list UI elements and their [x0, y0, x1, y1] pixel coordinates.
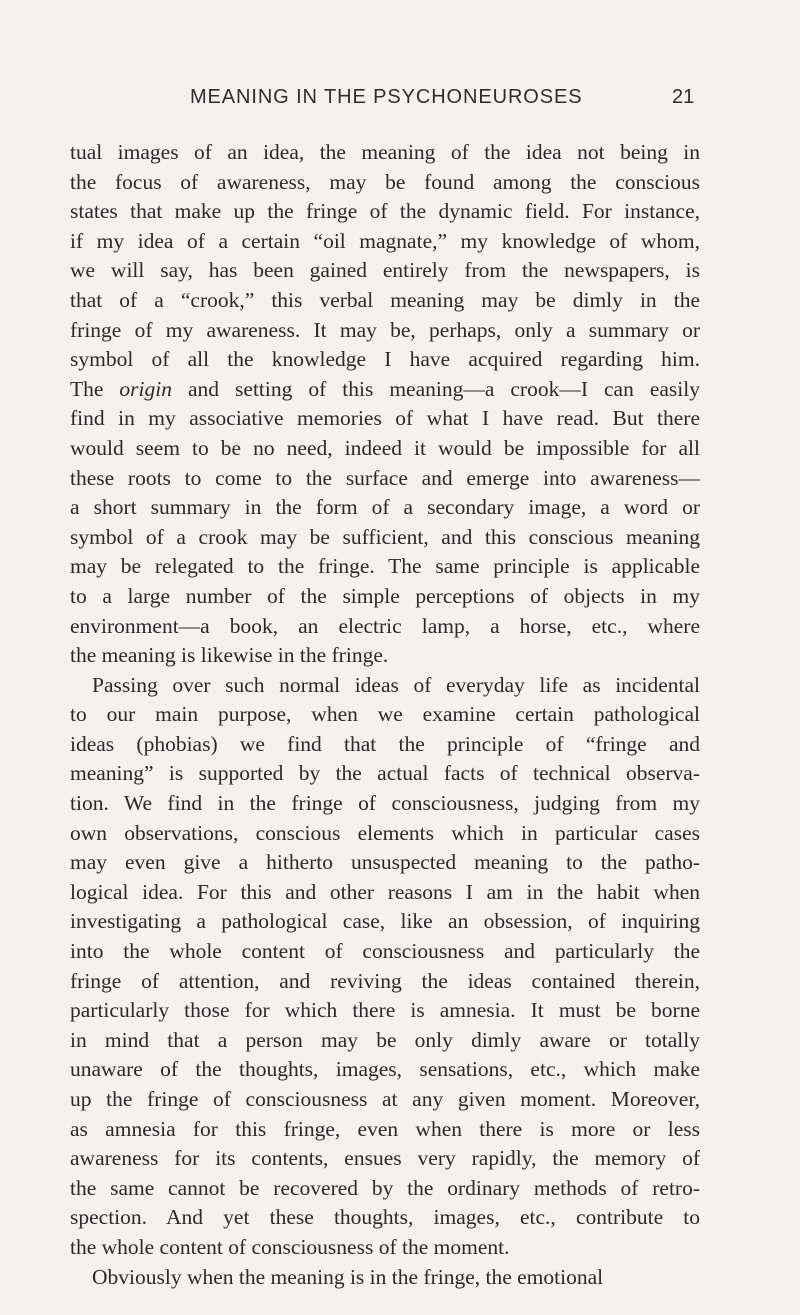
running-head [0, 78, 800, 118]
text-line: a short summary in the form of a secondary image, a word or [70, 495, 700, 520]
text-line: the same cannot be recovered by the ordinary methods of retro- [70, 1175, 700, 1200]
text-line: in mind that a person may be only dimly aware or totally [70, 1027, 700, 1052]
text-line: may be relegated to the fringe. The same principle is applicable [70, 554, 700, 579]
text-line: to our main purpose, when we examine certain pathological [70, 702, 700, 727]
text-line: unaware of the thoughts, images, sensations, etc., which make [70, 1057, 700, 1082]
text-line: Passing over such normal ideas of everyday life as incidental [92, 672, 700, 697]
text-line: the meaning is likewise in the fringe. [70, 643, 389, 668]
text-line: into the whole content of consciousness and particularly the [70, 939, 700, 964]
text-segment: The [70, 376, 120, 401]
text-line: particularly those for which there is amnesia. It must be borne [70, 998, 700, 1023]
page-number: 21 [672, 86, 695, 108]
text-line: the whole content of consciousness of the moment. [70, 1234, 510, 1259]
text-line: Obviously when the meaning is in the fringe, the emotional [92, 1264, 604, 1289]
text-line: symbol of a crook may be sufficient, and this conscious meaning [70, 524, 700, 549]
text-line: ideas (phobias) we find that the principle of “fringe and [70, 731, 700, 756]
text-line: tual images of an idea, the meaning of the idea not being in [70, 140, 700, 164]
text-line: find in my associative memories of what I have read. But there [70, 406, 700, 431]
text-line: tion. We find in the fringe of consciousness, judging from my [70, 791, 700, 816]
text-segment: and setting of this meaning—a crook—I can easily [172, 376, 700, 401]
text-line: may even give a hitherto unsuspected meaning to the patho- [70, 850, 700, 875]
text-line [70, 375, 700, 405]
text-line: meaning” is supported by the actual facts of technical observa- [70, 761, 700, 786]
text-line: investigating a pathological case, like an obsession, of inquiring [70, 909, 700, 934]
text-line: states that make up the fringe of the dynamic field. For instance, [70, 199, 700, 224]
text-line: the focus of awareness, may be found among the conscious [70, 169, 700, 194]
text-line: that of a “crook,” this verbal meaning may be dimly in the [70, 287, 700, 312]
text-line: to a large number of the simple perceptions of objects in my [70, 583, 700, 608]
text-line: spection. And yet these thoughts, images, etc., contribute to [70, 1205, 700, 1230]
text-line: awareness for its contents, ensues very rapidly, the memory of [70, 1146, 700, 1171]
text-line: environment—a book, an electric lamp, a horse, etc., where [70, 613, 700, 638]
text-line: fringe of attention, and reviving the ideas contained therein, [70, 968, 700, 993]
text-line: as amnesia for this fringe, even when there is more or less [70, 1116, 700, 1141]
text-line: if my idea of a certain “oil magnate,” my knowledge of whom, [70, 228, 700, 253]
text-line: symbol of all the knowledge I have acquired regarding him. [70, 347, 700, 372]
text-line: up the fringe of consciousness at any given moment. Moreover, [70, 1087, 700, 1111]
text-line: own observations, conscious elements which in particular cases [70, 820, 700, 845]
text-line: would seem to be no need, indeed it would be impossible for all [70, 435, 700, 460]
text-line: fringe of my awareness. It may be, perhaps, only a summary or [70, 317, 700, 342]
body-text [70, 138, 700, 1292]
italic-emphasis: origin [119, 376, 172, 401]
text-line: logical idea. For this and other reasons I am in the habit when [70, 879, 700, 904]
running-title: MEANING IN THE PSYCHONEUROSES [190, 86, 583, 108]
text-line: these roots to come to the surface and emerge into awareness— [70, 465, 700, 490]
text-line: we will say, has been gained entirely from the newspapers, is [70, 258, 700, 283]
